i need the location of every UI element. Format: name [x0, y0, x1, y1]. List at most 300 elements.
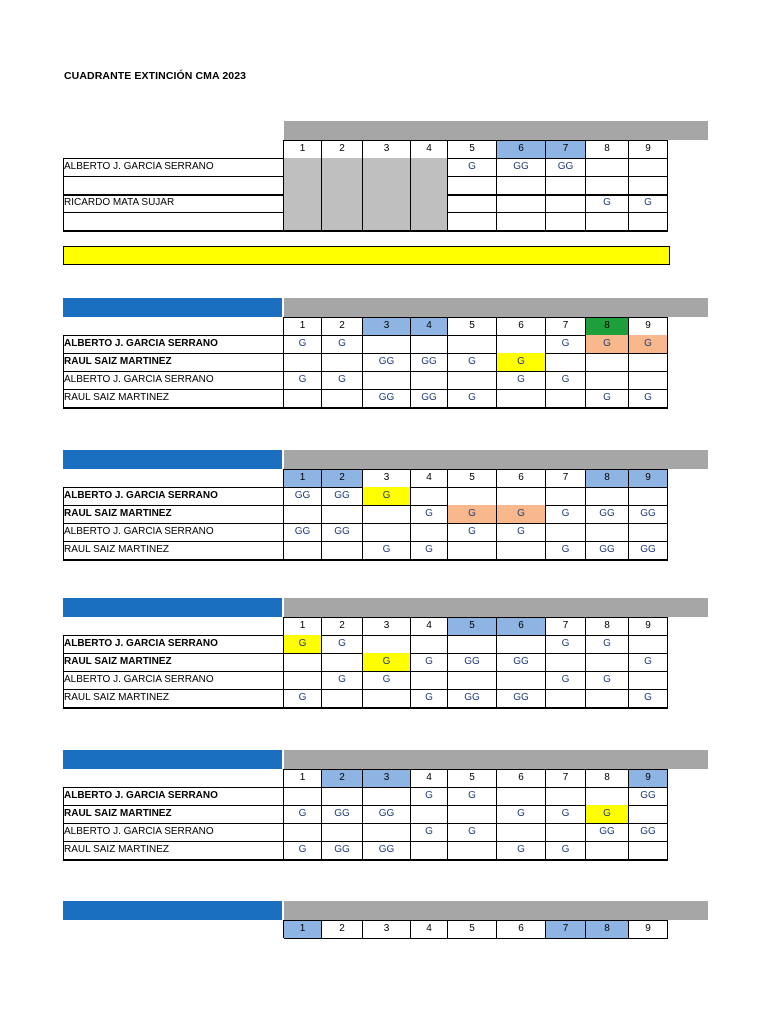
day-header-cell: 2 [322, 317, 363, 335]
shift-cell [586, 176, 629, 194]
guard-name: RAUL SAIZ MARTINEZ [64, 544, 170, 555]
shift-cell: GG [586, 823, 629, 841]
shift-cell [448, 371, 497, 389]
shift-cell: G [629, 653, 668, 671]
shift-cell [363, 335, 411, 353]
shift-cell [284, 158, 322, 176]
name-left-border [63, 635, 64, 708]
shift-cell [411, 176, 448, 194]
shift-cell: G [629, 389, 668, 407]
shift-cell: G [448, 353, 497, 371]
shift-cell [448, 805, 497, 823]
shift-cell [448, 671, 497, 689]
schedule-row [63, 212, 669, 230]
day-header-cell: 2 [322, 469, 363, 487]
yellow-separator-bar [63, 246, 670, 265]
shift-cell: G [322, 335, 363, 353]
shift-cell: G [448, 505, 497, 523]
grid-left-border [283, 317, 284, 408]
day-header-cell: 5 [448, 617, 497, 635]
day-header-cell: 5 [448, 920, 497, 938]
schedule-row [63, 353, 669, 371]
day-header-cell: 1 [284, 469, 322, 487]
shift-cell [411, 212, 448, 230]
schedule-row [63, 653, 669, 671]
guard-name: RAUL SAIZ MARTINEZ [64, 808, 172, 819]
block-gray-header-tail [668, 121, 708, 140]
shift-cell: GG [363, 841, 411, 859]
shift-cell: G [448, 389, 497, 407]
shift-cell: GG [497, 158, 546, 176]
shift-cell [284, 176, 322, 194]
schedule-row [63, 158, 669, 176]
day-header-cell: 1 [284, 920, 322, 938]
shift-cell: G [497, 505, 546, 523]
block-blue-bar [63, 450, 282, 469]
shift-cell [448, 841, 497, 859]
shift-cell: G [284, 371, 322, 389]
shift-cell [546, 523, 586, 541]
day-header-row [63, 140, 669, 158]
day-header-cell: 9 [629, 140, 668, 158]
shift-cell: G [586, 194, 629, 212]
day-header-cell: 1 [284, 769, 322, 787]
shift-cell: GG [586, 541, 629, 559]
shift-cell [497, 823, 546, 841]
grid-left-border [283, 617, 284, 708]
day-header-row [63, 469, 669, 487]
shift-cell: G [411, 653, 448, 671]
shift-cell [322, 653, 363, 671]
row-border [63, 559, 668, 561]
shift-cell [546, 389, 586, 407]
shift-cell: G [322, 671, 363, 689]
shift-cell [322, 158, 363, 176]
shift-cell [322, 176, 363, 194]
schedule-row [63, 523, 669, 541]
day-header-cell: 9 [629, 317, 668, 335]
block-gray-header-bar [284, 121, 668, 140]
schedule-row [63, 194, 669, 212]
shift-cell: GG [322, 523, 363, 541]
shift-cell [546, 823, 586, 841]
day-header-cell: 6 [497, 920, 546, 938]
shift-cell [363, 371, 411, 389]
guard-name: RAUL SAIZ MARTINEZ [64, 656, 172, 667]
shift-cell [546, 194, 586, 212]
shift-cell [546, 353, 586, 371]
guard-name: ALBERTO J. GARCIA SERRANO [64, 526, 214, 537]
shift-cell: GG [448, 653, 497, 671]
schedule-row [63, 841, 669, 859]
day-header-cell: 5 [448, 769, 497, 787]
day-header-cell: 4 [411, 317, 448, 335]
schedule-row [63, 805, 669, 823]
day-header-cell: 2 [322, 920, 363, 938]
shift-cell: G [629, 194, 668, 212]
shift-cell [448, 194, 497, 212]
block-gray-header-tail [668, 750, 708, 769]
shift-cell [322, 353, 363, 371]
shift-cell: G [546, 841, 586, 859]
shift-cell [586, 653, 629, 671]
day-header-row [63, 920, 669, 938]
shift-cell [586, 689, 629, 707]
shift-cell [363, 194, 411, 212]
shift-cell [629, 487, 668, 505]
shift-cell: G [448, 787, 497, 805]
block-gray-header-bar [284, 598, 668, 617]
block-blue-bar [63, 901, 282, 920]
shift-cell [586, 841, 629, 859]
shift-cell [629, 353, 668, 371]
day-header-cell: 7 [546, 617, 586, 635]
shift-cell [411, 523, 448, 541]
header-top-border [284, 920, 668, 921]
shift-cell [586, 353, 629, 371]
shift-cell [322, 689, 363, 707]
guard-name: ALBERTO J. GARCIA SERRANO [64, 374, 214, 385]
shift-cell: G [284, 805, 322, 823]
shift-cell [322, 194, 363, 212]
shift-cell: G [363, 671, 411, 689]
block-gray-header-bar [284, 901, 668, 920]
shift-cell: G [586, 389, 629, 407]
shift-cell: G [546, 371, 586, 389]
shift-cell [363, 176, 411, 194]
schedule-row [63, 371, 669, 389]
shift-cell: GG [363, 353, 411, 371]
shift-cell: G [497, 841, 546, 859]
shift-cell: G [546, 671, 586, 689]
day-header-cell: 6 [497, 769, 546, 787]
shift-cell [284, 823, 322, 841]
day-header-cell: 7 [546, 317, 586, 335]
shift-cell [629, 176, 668, 194]
shift-cell [284, 787, 322, 805]
shift-cell: GG [586, 505, 629, 523]
shift-cell: G [497, 805, 546, 823]
guard-name [63, 176, 283, 194]
shift-cell: G [411, 823, 448, 841]
schedule-row [63, 335, 669, 353]
block-gray-header-bar [284, 450, 668, 469]
day-header-cell: 6 [497, 140, 546, 158]
header-bottom-border [284, 938, 668, 939]
row-border [63, 407, 668, 409]
shift-cell [411, 194, 448, 212]
shift-cell: GG [322, 487, 363, 505]
guard-name: RAUL SAIZ MARTINEZ [64, 392, 170, 403]
shift-cell: G [363, 487, 411, 505]
shift-cell [629, 841, 668, 859]
shift-cell [497, 487, 546, 505]
shift-cell [448, 541, 497, 559]
day-header-cell: 1 [284, 617, 322, 635]
shift-cell [497, 671, 546, 689]
day-header-cell: 7 [546, 469, 586, 487]
shift-cell: G [411, 505, 448, 523]
shift-cell: G [411, 787, 448, 805]
shift-cell: G [448, 823, 497, 841]
day-header-cell: 5 [448, 140, 497, 158]
shift-cell [629, 371, 668, 389]
row-border [63, 707, 668, 709]
shift-cell: GG [546, 158, 586, 176]
day-header-cell: 8 [586, 920, 629, 938]
day-header-cell: 8 [586, 140, 629, 158]
day-header-cell: 8 [586, 617, 629, 635]
row-border [63, 230, 668, 232]
shift-cell [411, 805, 448, 823]
day-header-cell: 2 [322, 617, 363, 635]
schedule-row [63, 671, 669, 689]
shift-cell [497, 787, 546, 805]
shift-cell [546, 787, 586, 805]
shift-cell [322, 823, 363, 841]
shift-cell [411, 371, 448, 389]
schedule-row [63, 487, 669, 505]
shift-cell [363, 505, 411, 523]
grid-left-border [283, 769, 284, 860]
shift-cell [363, 689, 411, 707]
shift-cell [284, 212, 322, 230]
shift-cell: GG [497, 653, 546, 671]
day-header-row [63, 769, 669, 787]
day-header-cell: 9 [629, 469, 668, 487]
shift-cell: G [363, 541, 411, 559]
guard-name: ALBERTO J. GARCIA SERRANO [64, 790, 218, 801]
shift-cell: G [546, 505, 586, 523]
shift-cell: GG [284, 523, 322, 541]
block-gray-header-bar [284, 750, 668, 769]
shift-cell [284, 671, 322, 689]
shift-cell [629, 635, 668, 653]
shift-cell: G [546, 541, 586, 559]
day-header-cell: 4 [411, 769, 448, 787]
day-header-cell: 6 [497, 617, 546, 635]
row-border [63, 859, 668, 861]
shift-cell: G [448, 523, 497, 541]
day-header-cell: 8 [586, 317, 629, 335]
shift-cell [497, 212, 546, 230]
shift-cell: GG [284, 487, 322, 505]
name-left-border [63, 335, 64, 408]
schedule-row [63, 689, 669, 707]
day-header-cell: 5 [448, 469, 497, 487]
shift-cell [322, 505, 363, 523]
shift-cell [411, 335, 448, 353]
shift-cell: G [448, 158, 497, 176]
shift-cell [629, 805, 668, 823]
day-header-cell: 8 [586, 469, 629, 487]
shift-cell [363, 212, 411, 230]
shift-cell [546, 689, 586, 707]
shift-cell: G [586, 805, 629, 823]
shift-cell: GG [629, 541, 668, 559]
day-header-cell: 3 [363, 920, 411, 938]
day-header-row [63, 317, 669, 335]
shift-cell [284, 541, 322, 559]
shift-cell [586, 371, 629, 389]
shift-cell [284, 653, 322, 671]
shift-cell: G [497, 353, 546, 371]
day-header-cell: 9 [629, 617, 668, 635]
shift-cell: GG [363, 389, 411, 407]
shift-cell: GG [363, 805, 411, 823]
shift-cell [284, 194, 322, 212]
shift-cell [284, 505, 322, 523]
shift-cell [546, 653, 586, 671]
guard-name: ALBERTO J. GARCIA SERRANO [64, 638, 218, 649]
shift-cell: G [497, 371, 546, 389]
shift-cell [546, 212, 586, 230]
grid-left-border [283, 920, 284, 938]
shift-cell [411, 635, 448, 653]
shift-cell [322, 541, 363, 559]
day-header-cell: 7 [546, 920, 586, 938]
day-header-cell: 3 [363, 140, 411, 158]
shift-cell [411, 671, 448, 689]
shift-cell: G [586, 335, 629, 353]
grid-left-border [283, 140, 284, 231]
shift-cell: G [546, 805, 586, 823]
shift-cell [284, 389, 322, 407]
block-gray-header-tail [668, 901, 708, 920]
guard-name: ALBERTO J. GARCIA SERRANO [64, 490, 218, 501]
shift-cell: G [363, 653, 411, 671]
shift-cell [411, 841, 448, 859]
shift-cell: GG [629, 823, 668, 841]
day-header-cell: 3 [363, 769, 411, 787]
schedule-row [63, 541, 669, 559]
shift-cell [363, 787, 411, 805]
shift-cell: GG [629, 787, 668, 805]
shift-cell: G [284, 335, 322, 353]
day-header-cell: 6 [497, 469, 546, 487]
shift-cell [629, 523, 668, 541]
shift-cell [629, 158, 668, 176]
shift-cell [363, 823, 411, 841]
shift-cell [363, 158, 411, 176]
block-blue-bar [63, 598, 282, 617]
shift-cell [586, 787, 629, 805]
schedule-row [63, 635, 669, 653]
day-header-cell: 2 [322, 140, 363, 158]
schedule-row [63, 176, 669, 194]
shift-cell: GG [322, 805, 363, 823]
shift-cell: G [411, 689, 448, 707]
page-title: CUADRANTE EXTINCIÓN CMA 2023 [64, 70, 247, 82]
grid-left-border [283, 469, 284, 560]
day-header-cell: 3 [363, 317, 411, 335]
day-header-cell: 1 [284, 140, 322, 158]
day-header-cell: 4 [411, 617, 448, 635]
guard-name: ALBERTO J. GARCIA SERRANO [64, 161, 214, 172]
day-header-cell: 3 [363, 469, 411, 487]
shift-cell: G [284, 841, 322, 859]
shift-cell [497, 389, 546, 407]
shift-cell: G [629, 335, 668, 353]
shift-cell [363, 635, 411, 653]
shift-cell [586, 523, 629, 541]
day-header-cell: 4 [411, 140, 448, 158]
day-header-row [63, 617, 669, 635]
guard-name: RAUL SAIZ MARTINEZ [64, 692, 170, 703]
shift-cell [448, 176, 497, 194]
shift-cell: G [322, 371, 363, 389]
schedule-row [63, 787, 669, 805]
shift-cell [448, 335, 497, 353]
shift-cell: GG [411, 353, 448, 371]
shift-cell [448, 635, 497, 653]
header-top-border [284, 469, 668, 470]
shift-cell [411, 487, 448, 505]
shift-cell [586, 487, 629, 505]
shift-cell [363, 523, 411, 541]
header-top-border [284, 317, 668, 318]
day-header-cell: 4 [411, 920, 448, 938]
day-header-cell: 2 [322, 769, 363, 787]
day-header-cell: 5 [448, 317, 497, 335]
shift-cell: GG [448, 689, 497, 707]
shift-cell [497, 194, 546, 212]
guard-name: RICARDO MATA SUJAR [64, 197, 175, 208]
shift-cell [322, 212, 363, 230]
name-left-border [63, 487, 64, 560]
day-header-cell: 3 [363, 617, 411, 635]
shift-cell [629, 671, 668, 689]
block-gray-header-tail [668, 298, 708, 317]
shift-cell: G [284, 635, 322, 653]
block-gray-header-bar [284, 298, 668, 317]
shift-cell: GG [411, 389, 448, 407]
block-gray-header-tail [668, 450, 708, 469]
name-left-border [63, 787, 64, 860]
shift-cell: G [546, 335, 586, 353]
day-header-cell: 7 [546, 769, 586, 787]
shift-cell [448, 212, 497, 230]
shift-cell [497, 635, 546, 653]
shift-cell: G [411, 541, 448, 559]
shift-cell: G [497, 523, 546, 541]
guard-name: RAUL SAIZ MARTINEZ [64, 508, 172, 519]
shift-cell [322, 787, 363, 805]
schedule-row [63, 823, 669, 841]
block-blue-bar [63, 750, 282, 769]
guard-name: ALBERTO J. GARCIA SERRANO [64, 338, 218, 349]
header-top-border [284, 140, 668, 141]
shift-cell [546, 176, 586, 194]
guard-name: RAUL SAIZ MARTINEZ [64, 844, 170, 855]
guard-name: ALBERTO J. GARCIA SERRANO [64, 674, 214, 685]
day-header-cell: 9 [629, 769, 668, 787]
day-header-cell: 4 [411, 469, 448, 487]
shift-cell: G [546, 635, 586, 653]
shift-cell: G [629, 689, 668, 707]
shift-cell: GG [322, 841, 363, 859]
shift-cell [586, 158, 629, 176]
schedule-row [63, 389, 669, 407]
shift-cell [497, 335, 546, 353]
header-top-border [284, 769, 668, 770]
shift-cell [497, 176, 546, 194]
guard-name [63, 212, 283, 230]
day-header-cell: 6 [497, 317, 546, 335]
shift-cell [284, 353, 322, 371]
block-gray-header-tail [668, 598, 708, 617]
shift-cell [411, 158, 448, 176]
